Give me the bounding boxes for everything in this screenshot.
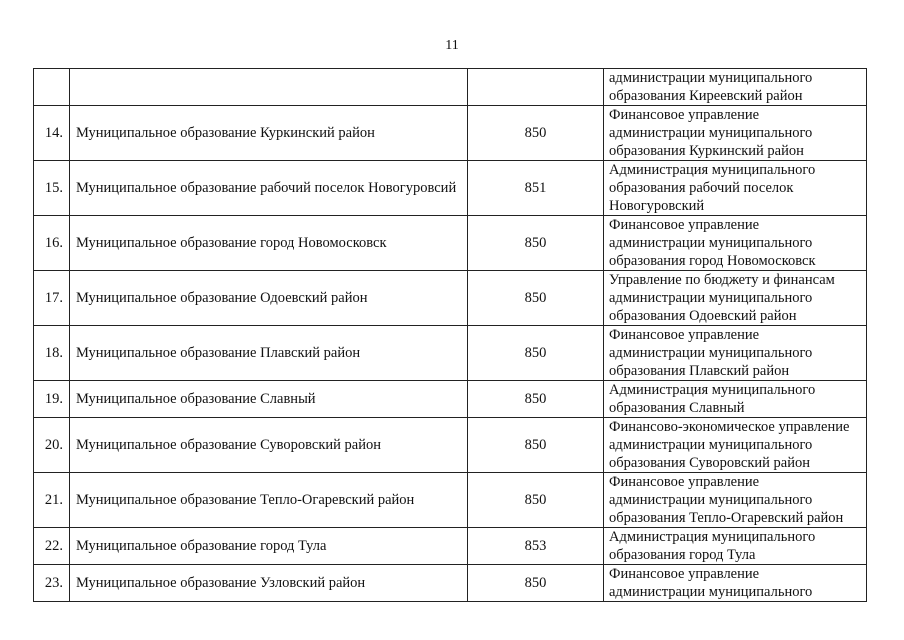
financial-authority-line: Финансовое управление	[609, 474, 760, 490]
table-row	[34, 565, 867, 602]
financial-authority-line: Финансовое управление	[609, 107, 760, 123]
financial-authority-line: Администрация муниципального	[609, 162, 816, 178]
municipality-name: Муниципальное образование город Новомосковск	[70, 216, 468, 271]
row-number	[34, 69, 70, 106]
financial-authority	[604, 69, 867, 106]
table-row	[34, 106, 867, 161]
financial-authority-line: образования Плавский район	[609, 363, 790, 379]
financial-authority	[604, 381, 867, 418]
row-number: 17.	[34, 271, 70, 326]
table-row	[34, 418, 867, 473]
table-row	[34, 528, 867, 565]
financial-authority-line: администрации муниципального	[609, 584, 813, 600]
table-row	[34, 69, 867, 106]
municipality-name: Муниципальное образование Тепло-Огаревский район	[70, 473, 468, 528]
budget-code: 850	[468, 216, 604, 271]
financial-authority-line: Финансовое управление	[609, 327, 760, 343]
financial-authority	[604, 271, 867, 326]
financial-authority	[604, 528, 867, 565]
financial-authority	[604, 565, 867, 602]
row-number: 18.	[34, 326, 70, 381]
financial-authority-line: администрации муниципального	[609, 492, 813, 508]
table-row	[34, 473, 867, 528]
municipality-name: Муниципальное образование Куркинский район	[70, 106, 468, 161]
financial-authority-line: Управление по бюджету и финансам	[609, 272, 835, 288]
budget-code: 851	[468, 161, 604, 216]
budget-code: 850	[468, 106, 604, 161]
municipality-name: Муниципальное образование Одоевский район	[70, 271, 468, 326]
row-number: 21.	[34, 473, 70, 528]
financial-authority-line: Финансовое управление	[609, 566, 760, 582]
registry-body	[34, 69, 867, 602]
table-row	[34, 161, 867, 216]
budget-code: 853	[468, 528, 604, 565]
budget-code: 850	[468, 326, 604, 381]
municipality-name: Муниципальное образование Суворовский район	[70, 418, 468, 473]
financial-authority-line: образования Славный	[609, 400, 745, 416]
financial-authority-line: администрации муниципального	[609, 437, 813, 453]
financial-authority	[604, 216, 867, 271]
financial-authority-line: образования рабочий поселок	[609, 180, 794, 196]
financial-authority-line: образования Тепло-Огаревский район	[609, 510, 844, 526]
financial-authority-line: Новогуровский	[609, 198, 705, 214]
financial-authority-line: администрации муниципального	[609, 125, 813, 141]
municipality-name: Муниципальное образование город Тула	[70, 528, 468, 565]
table-row	[34, 381, 867, 418]
row-number: 19.	[34, 381, 70, 418]
table-row	[34, 216, 867, 271]
page-number: 11	[445, 38, 459, 53]
row-number: 14.	[34, 106, 70, 161]
municipality-name: Муниципальное образование рабочий поселок Новогуровсий	[70, 161, 468, 216]
financial-authority-line: образования город Тула	[609, 547, 756, 563]
financial-authority-line: администрации муниципального	[609, 290, 813, 306]
financial-authority-line: администрации муниципального	[609, 70, 813, 86]
financial-authority	[604, 326, 867, 381]
budget-code: 850	[468, 418, 604, 473]
financial-authority-line: администрации муниципального	[609, 235, 813, 251]
table-row	[34, 326, 867, 381]
financial-authority	[604, 106, 867, 161]
municipality-name	[70, 69, 468, 106]
financial-authority	[604, 418, 867, 473]
financial-authority-line: образования Куркинский район	[609, 143, 804, 159]
financial-authority-line: образования город Новомосковск	[609, 253, 816, 269]
row-number: 20.	[34, 418, 70, 473]
row-number: 22.	[34, 528, 70, 565]
municipal-registry-table	[33, 68, 867, 602]
row-number: 16.	[34, 216, 70, 271]
financial-authority-line: администрации муниципального	[609, 345, 813, 361]
row-number: 23.	[34, 565, 70, 602]
budget-code: 850	[468, 271, 604, 326]
table-row	[34, 271, 867, 326]
financial-authority-line: Финансово-экономическое управление	[609, 419, 850, 435]
budget-code	[468, 69, 604, 106]
financial-authority-line: Администрация муниципального	[609, 382, 816, 398]
municipality-name: Муниципальное образование Узловский район	[70, 565, 468, 602]
financial-authority-line: Финансовое управление	[609, 217, 760, 233]
financial-authority	[604, 473, 867, 528]
financial-authority-line: образования Киреевский район	[609, 88, 803, 104]
municipality-name: Муниципальное образование Славный	[70, 381, 468, 418]
financial-authority-line: образования Суворовский район	[609, 455, 811, 471]
row-number: 15.	[34, 161, 70, 216]
financial-authority-line: Администрация муниципального	[609, 529, 816, 545]
budget-code: 850	[468, 565, 604, 602]
budget-code: 850	[468, 473, 604, 528]
municipality-name: Муниципальное образование Плавский район	[70, 326, 468, 381]
financial-authority	[604, 161, 867, 216]
financial-authority-line: образования Одоевский район	[609, 308, 797, 324]
budget-code: 850	[468, 381, 604, 418]
